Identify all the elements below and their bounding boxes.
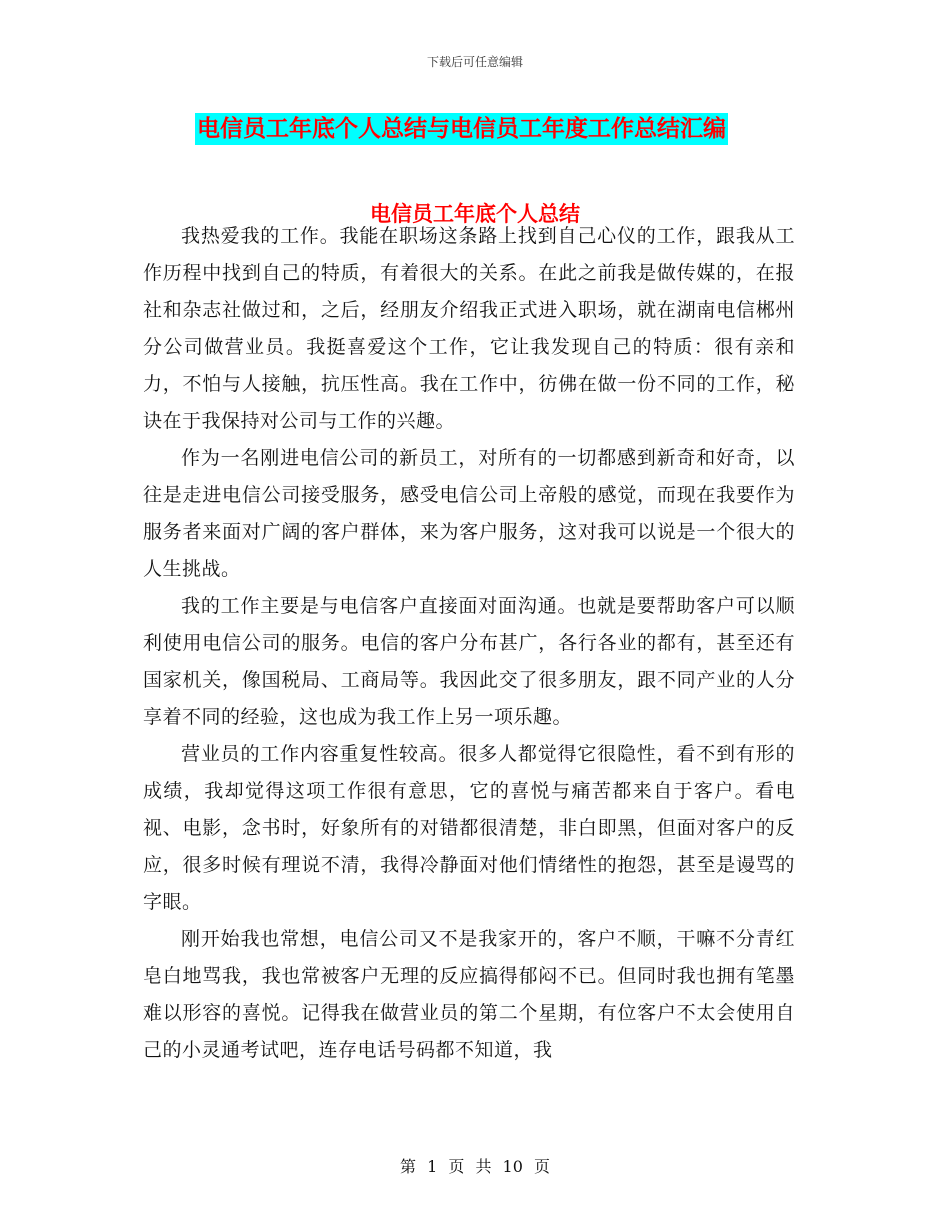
header-note: 下载后可任意编辑 — [426, 55, 523, 69]
document-body — [143, 218, 795, 1069]
section-title: 电信员工年底个人总结 — [370, 202, 580, 226]
paragraph-2: 作为一名刚进电信公司的新员工，对所有的一切都感到新奇和好奇，以往是走进电信公司接受服务，感受电信公司上帝般的感觉，而现在我要作为服务者来面对广阔的客户群体，来为客户服务，这对我可以说是一个很大的人生挑战。 — [143, 447, 795, 580]
page-number-footer: 第 1 页 共 10 页 — [400, 1157, 550, 1176]
paragraph-3: 我的工作主要是与电信客户直接面对面沟通。也就是要帮助客户可以顺利使用电信公司的服务。电信的客户分布甚广，各行各业的都有，甚至还有国家机关，像国税局、工商局等。我因此交了很多朋友，跟不同产业的人分享着不同的经验，这也成为我工作上另一项乐趣。 — [143, 595, 795, 728]
paragraph-1: 我热爱我的工作。我能在职场这条路上找到自己心仪的工作，跟我从工作历程中找到自己的特质，有着很大的关系。在此之前我是做传媒的，在报社和杂志社做过和，之后，经朋友介绍我正式进入职场，就在湖南电信郴州分公司做营业员。我挺喜爱这个工作，它让我发现自己的特质：很有亲和力，不怕与人接触，抗压性高。我在工作中，彷佛在做一份不同的工作，秘诀在于我保持对公司与工作的兴趣。 — [143, 225, 795, 432]
paragraph-4: 营业员的工作内容重复性较高。很多人都觉得它很隐性，看不到有形的成绩，我却觉得这项工作很有意思，它的喜悦与痛苦都来自于客户。看电视、电影，念书时，好象所有的对错都很清楚，非白即黑，但面对客户的反应，很多时候有理说不清，我得冷静面对他们情绪性的抱怨，甚至是谩骂的字眼。 — [143, 743, 795, 913]
document-title: 电信员工年底个人总结与电信员工年度工作总结汇编 — [195, 113, 728, 145]
paragraph-5: 刚开始我也常想，电信公司又不是我家开的，客户不顺，干嘛不分青红皂白地骂我，我也常被客户无理的反应搞得郁闷不已。但同时我也拥有笔墨难以形容的喜悦。记得我在做营业员的第二个星期，有位客户不太会使用自己的小灵通考试吧，连存电话号码都不知道，我 — [143, 928, 795, 1061]
